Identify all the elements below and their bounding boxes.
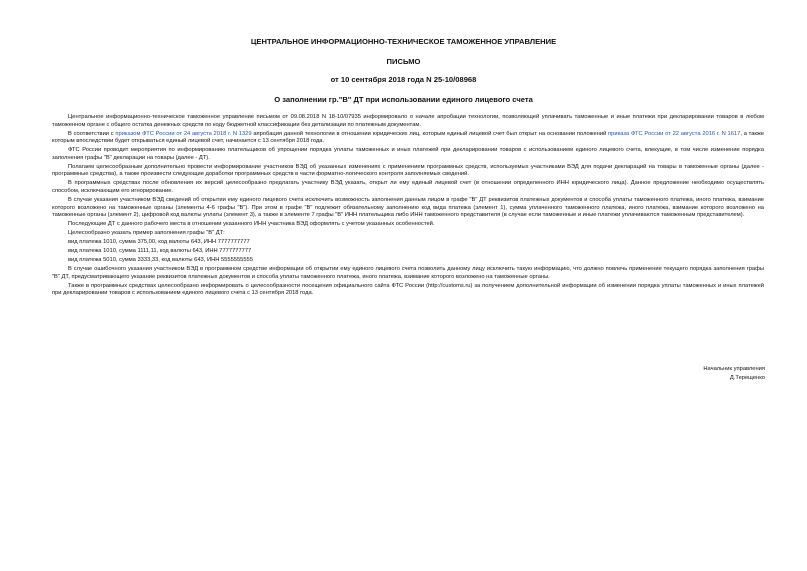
document-type: ПИСЬМО	[386, 57, 421, 66]
paragraph-1: Центральное информационно-техническое таможенное управление письмом от 09.08.2018 N 18-10/07935 информировало о начале апробации технологии, позволяющей уплачивать таможенные и иные платежи при декларировании товаров в любом таможенном органе с общего остатка денежных средств по коду бюджетной классификации без детализации по платежным документам.	[52, 114, 764, 128]
payment-example-3: вид платежа 5010, сумма 3333,33, код валюты 643, ИНН 5555555555	[68, 257, 253, 264]
organization-title: ЦЕНТРАЛЬНОЕ ИНФОРМАЦИОННО-ТЕХНИЧЕСКОЕ ТАМОЖЕННОЕ УПРАВЛЕНИЕ	[250, 37, 557, 46]
paragraph-2-text-a: В соответствии с	[68, 130, 116, 137]
document-body	[52, 114, 764, 298]
signature-block	[703, 365, 765, 382]
paragraph-12: В случае ошибочного указания участником ВЭД в программном средстве информации об открытии ему единого лицевого счета позволить данному лицу исключить такую информацию, что должно повлечь применение текущего порядка заполнения графы "В" ДТ, предусматривающего указание реквизитов платежных документов и способа уплаты таможенного платежа, иного платежа, взимание которого возложено на таможенные органы.	[52, 266, 764, 280]
paragraph-3: ФТС России проводит мероприятия по информированию плательщиков об упрощении порядка уплаты таможенных и иных платежей при декларировании товаров с использованием единого лицевого счета, влекущие, в том числе изменение порядка заполнения графы "В" декларации на товары (далее - ДТ).	[52, 147, 764, 161]
paragraph-6: В случае указания участником ВЭД сведений об открытии ему единого лицевого счета исключить возможность заполнения данным лицом в графе "В" ДТ реквизитов платежных документов и способа уплаты таможенного платежа, иного платежа, взимание которого возложено на таможенные органы (элементы 4-6 графы "В"). При этом в графе "В" подлежит обязательному заполнению код вида платежа (элемент 1), сумма уплаченного таможенного платежа, иного платежа, взимание которого возложено на таможенные органы (элемент 2), цифровой код валюты уплаты (элемент 3), а также в элементе 7 графы "В" ИНН плательщика либо ИНН таможенного представителя (в случае если таможенные и иные платежи уплачиваются таможенным представителем).	[52, 197, 764, 219]
paragraph-4: Полагаем целесообразным дополнительно провести информирование участников ВЭД об указанных изменениях с применением программных средств, используемых участниками ВЭД для подачи деклараций на товары в таможенные органы (далее - программные средства), а также произвести следующие доработки программных средств в части форматно-логического контроля заполняемых сведений.	[52, 163, 764, 178]
paragraph-2-text-c: , а также которым впоследствии будет открываться единый лицевой счет, начинается с 13 сентября 2018 года.	[52, 130, 764, 145]
order-1329-link[interactable]: приказом ФТС России от 24 августа 2018 г. N 1329	[115, 130, 252, 137]
document-date-number: от 10 сентября 2018 года N 25-10/08968	[330, 75, 477, 84]
paragraph-8: Целесообразно указать пример заполнения графы "В" ДТ:	[68, 230, 225, 237]
paragraph-5: В программных средствах после обновления их версий целесообразно предлагать участнику ВЭД указать, открыт ли ему единый лицевой счет (в отношении определенного ИНН юридического лица). Данное предложение необходимо осуществлять способом, исключающим его игнорирование.	[52, 180, 764, 195]
signature-name: Д.Терещенко	[729, 374, 765, 381]
payment-example-2: вид платежа 1010, сумма 1111,11, код валюты 643, ИНН 7777777777	[68, 248, 252, 255]
paragraph-2-text-b: апробация данной технологии в отношении юридических лиц, которым единый лицевой счет был открыт на основании положений	[251, 130, 609, 137]
paragraph-2	[52, 131, 764, 146]
payment-example-1: вид платежа 1010, сумма 375,00, код валюты 643, ИНН 7777777777	[68, 239, 250, 246]
document-subject: О заполнении гр."В" ДТ при использовании единого лицевого счета	[274, 95, 533, 104]
paragraph-13: Также в программных средствах целесообразно информировать о целесообразности посещения официального сайта ФТС России (http://customs.ru) за получением дополнительной информации об изменении порядка уплаты таможенных и иных платежей при декларировании товаров с использованием единого лицевого счета с 13 сентября 2018 года.	[52, 282, 764, 297]
signature-position: Начальник управления	[703, 366, 765, 372]
paragraph-7: Последующие ДТ с данного рабочего места в отношении указанного ИНН участника ВЭД оформлять с учетом указанных особенностей.	[68, 221, 435, 228]
order-1617-link[interactable]: приказа ФТС России от 22 августа 2016 г. N 1617	[608, 130, 741, 137]
